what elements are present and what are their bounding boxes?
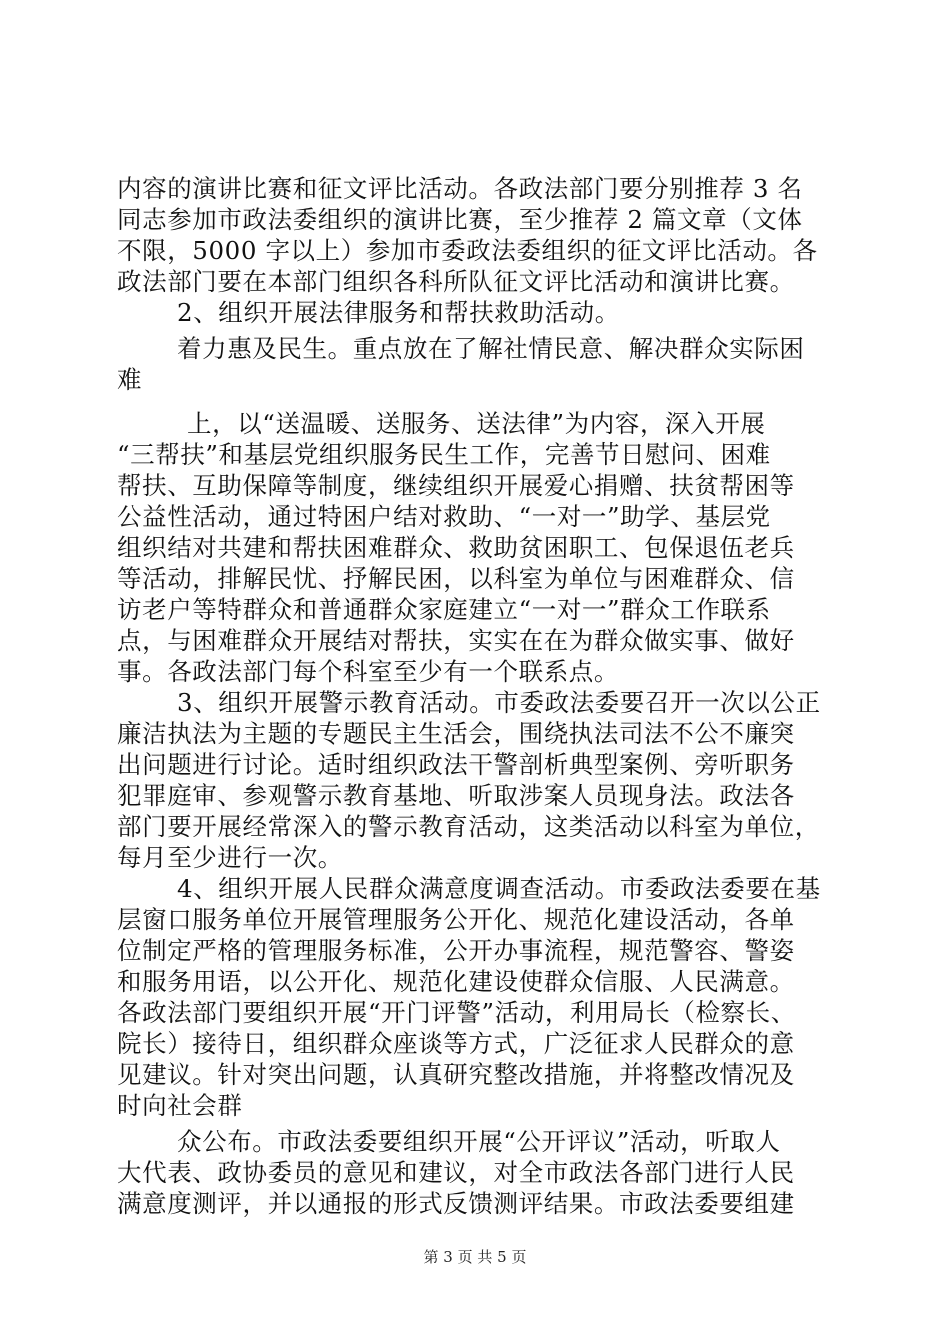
- text-line: 各政法部门要组织开展“开门评警”活动，利用局长（检察长、: [117, 998, 796, 1027]
- text-line: 等活动，排解民忧、抒解民困，以科室为单位与困难群众、信: [117, 564, 795, 593]
- text-line: 部门要开展经常深入的警示教育活动，这类活动以科室为单位，: [117, 812, 820, 841]
- text-line: 难: [117, 365, 143, 394]
- text-line: 院长）接待日，组织群众座谈等方式，广泛征求人民群众的意: [117, 1029, 795, 1058]
- text-line: 层窗口服务单位开展管理服务公开化、规范化建设活动，各单: [117, 905, 795, 934]
- text-line: 帮扶、互助保障等制度，继续组织开展爱心捐赠、扶贫帮困等: [117, 471, 795, 500]
- text-line: 出问题进行讨论。适时组织政法干警剖析典型案例、旁听职务: [117, 750, 795, 779]
- text-line: 访老户等特群众和普通群众家庭建立“一对一”群众工作联系: [117, 595, 771, 624]
- text-line: 见建议。针对突出问题，认真研究整改措施，并将整改情况及: [117, 1060, 795, 1089]
- text-line: 不限，5000 字以上）参加市委政法委组织的征文评比活动。各: [117, 236, 818, 265]
- text-line: 公益性活动，通过特困户结对救助、“一对一”助学、基层党: [117, 502, 771, 531]
- page-number: 第 3 页 共 5 页: [423, 1248, 527, 1266]
- text-line: 上，以“送温暖、送服务、送法律”为内容，深入开展: [187, 409, 766, 438]
- text-line: 4、组织开展人民群众满意度调查活动。市委政法委要在基: [177, 874, 821, 903]
- text-line: 组织结对共建和帮扶困难群众、救助贫困职工、包保退伍老兵: [117, 533, 795, 562]
- text-line: 每月至少进行一次。: [117, 843, 343, 872]
- text-line: 犯罪庭审、参观警示教育基地、听取涉案人员现身法。政法各: [117, 781, 795, 810]
- body-text: [117, 173, 843, 1219]
- text-line: “三帮扶”和基层党组织服务民生工作，完善节日慰问、困难: [117, 440, 771, 469]
- text-line: 着力惠及民生。重点放在了解社情民意、解决群众实际困: [177, 334, 805, 363]
- text-line: 内容的演讲比赛和征文评比活动。各政法部门要分别推荐 3 名: [117, 174, 803, 203]
- text-line: 和服务用语，以公开化、规范化建设使群众信服、人民满意。: [117, 967, 795, 996]
- text-line: 众公布。市政法委要组织开展“公开评议”活动，听取人: [177, 1127, 781, 1156]
- text-line: 政法部门要在本部门组织各科所队征文评比活动和演讲比赛。: [117, 267, 795, 296]
- text-line: 同志参加市政法委组织的演讲比赛，至少推荐 2 篇文章（文体: [117, 205, 803, 234]
- text-line: 事。各政法部门每个科室至少有一个联系点。: [117, 657, 619, 686]
- text-line: 点，与困难群众开展结对帮扶，实实在在为群众做实事、做好: [117, 626, 795, 655]
- text-line: 2、组织开展法律服务和帮扶救助活动。: [177, 298, 620, 327]
- text-line: 廉洁执法为主题的专题民主生活会，围绕执法司法不公不廉突: [117, 719, 795, 748]
- text-line: 大代表、政协委员的意见和建议，对全市政法各部门进行人民: [117, 1158, 795, 1187]
- text-line: 时向社会群: [117, 1091, 243, 1120]
- text-line: 位制定严格的管理服务标准，公开办事流程，规范警容、警姿: [117, 936, 795, 965]
- text-line: 满意度测评，并以通报的形式反馈测评结果。市政法委要组建: [117, 1189, 795, 1218]
- text-line: 3、组织开展警示教育活动。市委政法委要召开一次以公正: [177, 688, 821, 717]
